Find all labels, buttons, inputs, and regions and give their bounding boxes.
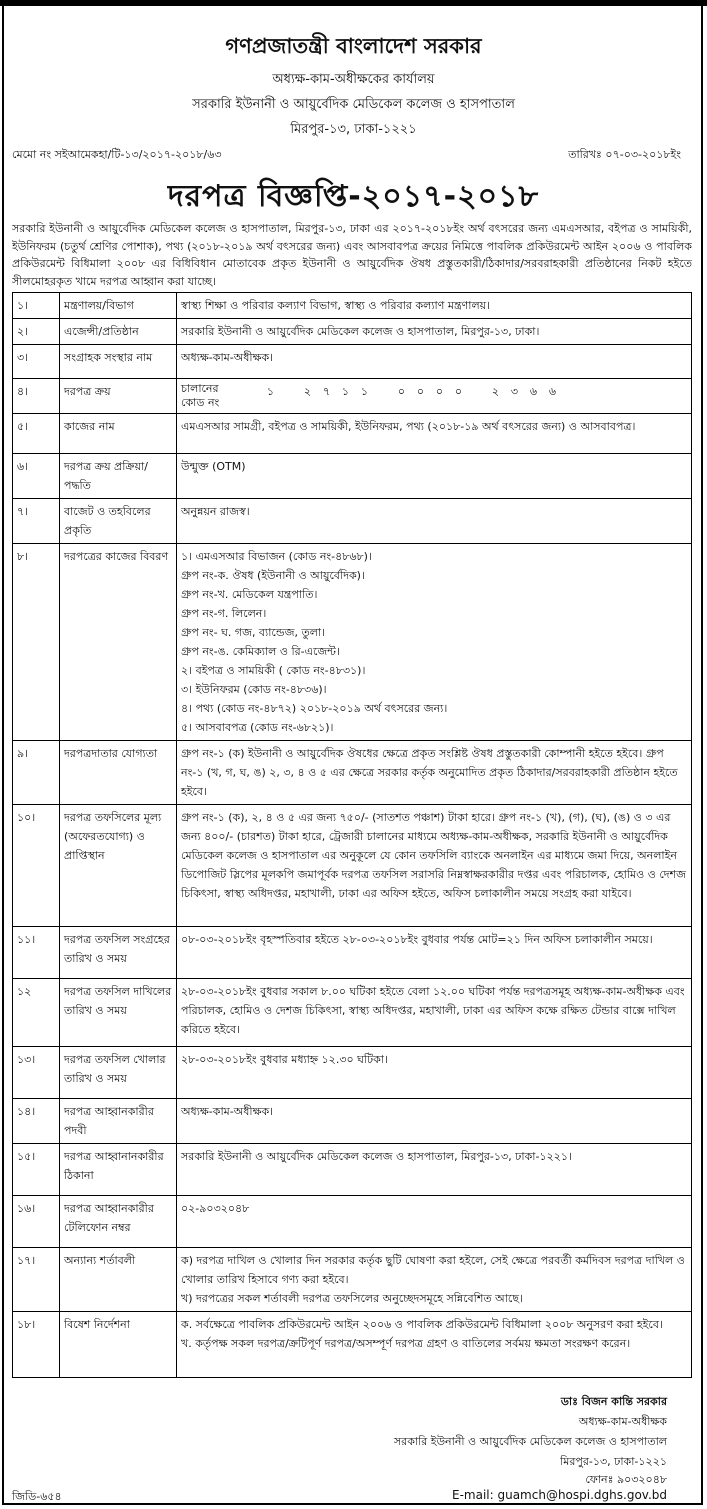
code-digit: ৩ [510,385,519,398]
signatory-designation: অধ্যক্ষ-কাম-অধীক্ষক [578,1415,667,1428]
row-key: বাজেট ও তহবিলের প্রকৃতি [60,499,177,544]
row-key: দরপত্রদাতার যোগ্যতা [60,741,177,805]
row-key: এজেন্সী/প্রতিষ্ঠান [60,319,177,345]
row-value: উন্মুক্ত (OTM) [177,454,692,499]
row-number: ১৮। [13,1312,60,1378]
work-item: ৪। পথ্য (কোড নং-৪৮৭২) ২০১৮-২০১৯ অর্থ বৎসরের জন্য। [181,702,448,715]
row-number: ১। [13,293,60,319]
code-digit: ২ [491,385,500,398]
special-term: ক. সর্বক্ষেত্রে পাবলিক প্রকিউরমেন্ট আইন ২০০৬ ও পাবলিক প্রকিউরমেন্ট বিধিমালা ২০০৮ অনুসরণ করা হইবে। [181,1318,663,1331]
notice-title: দরপত্র বিজ্ঞপ্তি-২০১৭-২০১৮ [167,179,540,214]
row-number: ১২ [13,979,60,1047]
table-row [13,454,692,499]
signatory-email: E-mail: guamch@hospi.dghs.gov.bd [452,1488,667,1502]
row-number: ২। [13,319,60,345]
work-item: গ্রুপ নং-খ. মেডিকেল যন্ত্রপাতি। [181,588,318,601]
row-value: সরকারি ইউনানী ও আয়ুর্বেদিক মেডিকেল কলেজ ও হাসপাতাল, মিরপুর-১৩, ঢাকা-১২২১। [177,1144,692,1196]
table-row [13,345,692,379]
college-address: মিরপুর-১৩, ঢাকা-১২২১ [290,122,417,137]
row-number: ১৬। [13,1196,60,1248]
row-value: গ্রুপ নং-১ (ক) ইউনানী ও আয়ুর্বেদিক ঔষধের ক্ষেত্রে প্রকৃত সংশ্লিষ্ট ঔষধ প্রস্তুতকারী কোম্পানী হইতে হইবে। গ্রুপ নং-১ (খ, গ, ঘ, ঙ) ২, ৩, ৪ ও ৫ এর ক্ষেত্রে সরকার কর্তৃক অনুমোদিত প্রকৃত ঠিকাদার/সরবরাহকারী প্রতিষ্ঠান হইতে হইবে। [177,741,692,805]
row-key: দরপত্র ক্রয় প্রক্রিয়া/পদ্ধতি [60,454,177,499]
table-row [13,741,692,805]
row-value: ২৮-০৩-২০১৮ইং বুধবার সকাল ৮.০০ ঘটিকা হইতে বেলা ১২.০০ ঘটিকা পর্যন্ত দরপত্রসমূহ অধ্যক্ষ-কাম-অধীক্ষক এবং পরিচালক, হোমিও ও দেশজ চিকিৎসা, স্বাস্থ্য অধিদপ্তর, মহাখালী, ঢাকা এর অফিস কক্ষে রক্ষিত টেন্ডার বাক্সে দাখিল করিতে হইবে। [177,979,692,1047]
row-value: স্বাস্থ্য শিক্ষা ও পরিবার কল্যাণ বিভাগ, স্বাস্থ্য ও পরিবার কল্যাণ মন্ত্রণালয়। [177,293,692,319]
row-value: ০৮-০৩-২০১৮ইং বৃহস্পতিবার হইতে ২৮-০৩-২০১৮ইং বুধবার পর্যন্ত মোট=২১ দিন অফিস চলাকালীন সময়ে। [177,927,692,979]
row-key: সংগ্রাহক সংস্থার নাম [60,345,177,379]
work-item: গ্রুপ নং- ঘ. গজ, ব্যান্ডেজ, তুলা। [181,626,326,639]
table-row [13,1248,692,1312]
code-label: কোড নং [181,396,220,409]
table-row [13,927,692,979]
row-value: ২৮-০৩-২০১৮ইং বুধবার মধ্যাহ্ন ১২.৩০ ঘটিকা। [177,1047,692,1099]
table-row [13,414,692,454]
row-key: মন্ত্রণালয়/বিভাগ [60,293,177,319]
row-number: ১৪। [13,1099,60,1144]
row-key: দরপত্র তফসিল খোলার তারিখ ও সময় [60,1047,177,1099]
office-name: অধ্যক্ষ-কাম-অধীক্ষকের কার্যালয় [272,72,435,87]
table-row [13,1312,692,1378]
row-value: এমএসআর সামগ্রী, বইপত্র ও সাময়িকী, ইউনিফরম, পথ্য (২০১৮-১৯ অর্থ বৎসরের জন্য) ও আসবাবপত্র। [177,414,692,454]
code-digit: ০ [416,385,425,398]
row-key: বিষেশ নির্দেশনা [60,1312,177,1378]
code-digits [261,382,562,410]
work-item: ৩। ইউনিফরম (কোড নং-৪৮৩৬)। [181,683,327,696]
row-number: ৭। [13,499,60,544]
row-number: ১৫। [13,1144,60,1196]
table-row [13,1099,692,1144]
row-key: দরপত্র ক্রয় [60,379,177,414]
row-value [177,1248,692,1312]
row-key: দরপত্র আহ্বানকারীর টেলিফোন নম্বর [60,1196,177,1248]
work-item: গ্রুপ নং-ক. ঔষধ (ইউনানী ও আয়ুর্বেদিক)। [181,569,365,582]
row-key: দরপত্র আহ্বানানকারীর ঠিকানা [60,1144,177,1196]
intro-paragraph: সরকারি ইউনানী ও আয়ুর্বেদিক মেডিকেল কলেজ ও হাসপাতাল, মিরপুর-১৩, ঢাকা এর ২০১৭-২০১৮ইং অর্থ বৎসরের জন্য এমএসআর, বইপত্র ও সাময়িকী, ইউনিফরম (চতুর্থ শ্রেণির পোশাক), পথ্য (২০১৮-২০১৯ অর্থ বৎসরের জন্য) এবং আসবাবপত্র ক্রয়ের নিমিত্তে পাবলিক প্রকিউরমেন্ট আইন ২০০৬ ও পাবলিক প্রকিউরমেন্ট বিধিমালা ২০০৮ এর বিধিবিধান মোতাবেক প্রকৃত ইউনানী ও আয়ুর্বেদিক ঔষধ প্রস্তুতকারী/ঠিকাদার/সরবরাহকারী প্রতিষ্ঠানের নিকট হইতে সীলমোহরকৃত খামে দরপত্র আহ্বান করা যাচ্ছে। [12,222,692,288]
code-digit: ২ [303,385,312,398]
row-number: ১৭। [13,1248,60,1312]
row-key: দরপত্র তফসিলের মূল্য (অফেরতযোগ্য) ও প্রাপ্তিস্থান [60,805,177,927]
code-digit: ৭ [322,385,331,398]
row-number: ৮। [13,544,60,741]
row-value: সরকারি ইউনানী ও আয়ুর্বেদিক মেডিকেল কলেজ ও হাসপাতাল, মিরপুর-১৩, ঢাকা। [177,319,692,345]
table-row [13,979,692,1047]
row-number: ১০। [13,805,60,927]
work-item: ২। বইপত্র ও সাময়িকী ( কোড নং-৪৮৩১)। [181,664,366,677]
notice-date: তারিখঃ ০৭-০৩-২০১৮ইং [568,148,681,161]
row-value: অধ্যক্ষ-কাম-অধীক্ষক। [177,345,692,379]
special-term: খ. কর্তৃপক্ষ সকল দরপত্র/ক্রটিপূর্ণ দরপত্র/অসম্পূর্ণ দরপত্র গ্রহণ ও বাতিলের সর্বময় ক্ষমতা সংরক্ষণ করেন। [181,1337,631,1350]
other-term: ক) দরপত্র দাখিল ও খোলার দিন সরকার কর্তৃক ছুটি ঘোষণা করা হইলে, সেই ক্ষেত্রে পরবর্তী কর্মদিবস দরপত্র দাখিল ও খোলার তারিখ হিসাবে গণ্য করা হইবে। [181,1254,685,1286]
college-name: সরকারি ইউনানী ও আয়ুর্বেদিক মেডিকেল কলেজ ও হাসপাতাল [192,97,515,112]
row-key: দরপত্রের কাজের বিবরণ [60,544,177,741]
row-number: ৪। [13,379,60,414]
table-row [13,805,692,927]
row-key: অন্যান্য শর্তাবলী [60,1248,177,1312]
work-item: গ্রুপ নং-ঙ. কেমিক্যাল ও রি-এজেন্ট। [181,645,340,658]
row-key: দরপত্র আহ্বানকারীর পদবী [60,1099,177,1144]
signatory-name: ডাঃ বিজন কান্তি সরকার [560,1395,667,1408]
row-value [177,379,692,414]
row-value: গ্রুপ নং-১ (ক), ২, ৪ ও ৫ এর জন্য ৭৫০/- (সাতশত পঞ্চাশ) টাকা হারে। গ্রুপ নং-১ (খ), (গ), (ঘ), (ঙ) ও ৩ এর জন্য ৪০০/- (চারশত) টাকা হারে, ট্রেজারী চালানের মাধ্যমে অধ্যক্ষ-কাম-অধীক্ষক, সরকারি ইউনানী ও আয়ুর্বেদিক মেডিকেল কলেজ ও হাসপাতাল এর অনুকূলে যে কোন তফসিলি ব্যাংকে অনলাইন এর মাধ্যমে জমা দিয়ে, অনলাইন ডিপোজিট স্লিপের মূলকপি জমাপূর্বক দরপত্র তফসিল সরাসরি নিম্নস্বাক্ষরকারীর দপ্তর এবং পরিচালক, হোমিও ও দেশজ চিকিৎসা, স্বাস্থ্য অধিদপ্তর, মহাখালী, ঢাকা এর অফিস হইতে, অফিস চলাকালীন সময়ে সংগ্রহ করা যাইবে। [177,805,692,927]
row-value: অনুন্নয়ন রাজস্ব। [177,499,692,544]
row-key: দরপত্র তফসিল দাখিলের তারিখ ও সময় [60,979,177,1047]
government-heading: গণপ্রজাতন্ত্রী বাংলাদেশ সরকার [225,34,482,58]
row-number: ১১। [13,927,60,979]
row-number: ৯। [13,741,60,805]
memo-number: মেমো নং সইআমেকহা/টি-১৩/২০১৭-২০১৮/৬৩ [12,148,222,161]
code-label: চালানের [181,382,219,395]
signatory-college: সরকারি ইউনানী ও আয়ুর্বেদিক মেডিকেল কলেজ ও হাসপাতাল [393,1435,667,1448]
tender-table [12,292,692,1378]
table-row [13,1196,692,1248]
row-number: ৬। [13,454,60,499]
code-digit: ৬ [548,385,557,398]
table-row [13,379,692,414]
work-item: গ্রুপ নং-গ. লিলেন। [181,607,267,620]
signatory-phone: ফোনঃ ৯০৩২০৪৮ [585,1473,667,1486]
signatory-address: মিরপুর-১৩, ঢাকা-১২২১ [560,1455,667,1468]
table-row [13,1047,692,1099]
row-value [177,544,692,741]
row-number: ৩। [13,345,60,379]
work-item: ১। এমএসআর বিভাজন (কোড নং-৪৮৬৮)। [181,550,372,563]
code-digit: ৬ [529,385,538,398]
row-value [177,1312,692,1378]
gd-number: জিডি-৬৫৪ [12,1490,62,1503]
code-digit: ০ [454,385,463,398]
row-value: অধ্যক্ষ-কাম-অধীক্ষক। [177,1099,692,1144]
table-row [13,1144,692,1196]
row-key: দরপত্র তফসিল সংগ্রহের তারিখ ও সময় [60,927,177,979]
code-digit: ১ [360,385,369,398]
other-term: খ) দরপত্রের সকল শর্তাবলী দরপত্র তফসিলের অনুচ্ছেদসমূহে সন্নিবেশিত আছে। [181,1292,523,1305]
code-digit: ১ [341,385,350,398]
row-value: ০২-৯০৩২০৪৮ [177,1196,692,1248]
row-key: কাজের নাম [60,414,177,454]
work-item: ৫। আসবাবপত্র (কোড নং-৬৮২১)। [181,721,334,734]
table-row [13,293,692,319]
table-row [13,499,692,544]
row-number: ৫। [13,414,60,454]
code-digit: ০ [397,385,406,398]
table-row [13,319,692,345]
row-number: ১৩। [13,1047,60,1099]
table-row [13,544,692,741]
code-digit: ০ [435,385,444,398]
code-digit: ১ [266,385,275,398]
